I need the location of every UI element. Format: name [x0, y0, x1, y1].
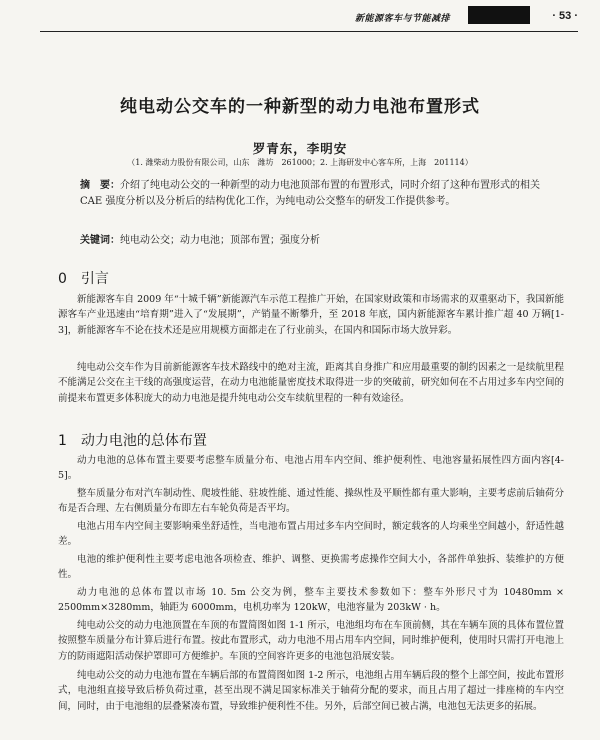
paragraph-layout-5: 动力电池的总体布置以市场 10. 5m 公交为例，整车主要技术参数如下：整车外形尺寸为 10480mm × 2500mm×3280mm，轴距为 6000mm，电机功率为 120kW，电池容量为 203kW · h。 [58, 586, 564, 614]
section-title: 引言 [80, 271, 109, 287]
section-number: 0 [58, 271, 67, 287]
abstract [80, 178, 560, 210]
header-rule [40, 31, 578, 32]
keywords-label: 关键词： [80, 235, 120, 246]
section-heading-layout [58, 430, 207, 450]
paragraph-layout-3: 电池占用车内空间主要影响乘坐舒适性，当电池布置占用过多车内空间时，额定载客的人均乘坐空间越小，舒适性越差。 [58, 520, 564, 548]
section-number: 1 [58, 433, 67, 449]
paper-title: 纯电动公交车的一种新型的动力电池布置形式 [120, 97, 480, 117]
abstract-text: 介绍了纯电动公交的一种新型的动力电池顶部布置的布置形式，同时介绍了这种布置形式的相关CAE 强度分析以及分析后的结构优化工作，为纯电动公交整车的研发工作提供参考。 [80, 180, 540, 207]
paragraph-layout-4: 电池的维护便利性主要考虑电池各项检查、维护、调整、更换需考虑操作空间大小，各部件单独拆、装维护的方便性。 [58, 553, 564, 581]
header-decoration-block [468, 6, 530, 24]
keywords-text: 纯电动公交；动力电池；顶部布置；强度分析 [120, 235, 320, 246]
author-list: 罗青东，李明安 [252, 141, 348, 156]
section-heading-intro [58, 268, 109, 288]
paragraph-intro-1: 新能源客车自 2009 年“十城千辆”新能源汽车示范工程推广开始，在国家财政策和市场需求的双重驱动下，我国新能源客车产业迅速由“培育期”进入了“发展期”，产销量不断攀升，至 2018 年底，国内新能源客车累计推广超 40 万辆[1-3]，新能源客车不论在技术还是应用规模方面都走在了行业前头，在国内和国际市场大放异彩。 [58, 293, 564, 337]
paragraph-layout-6: 纯电动公交的动力电池顶置在车顶的布置简图如图 1-1 所示，电池组均布在车顶前侧，其在车辆车顶的具体布置位置按照整车质量分布计算后进行布置。按此布置形式，动力电池不用占用车内空间，同时维护便利，使用时只需打开电池上方的防雨遮阳活动保护罩即可方便维护。车顶的空间容许更多的电池包沿展安装。 [58, 619, 564, 663]
running-header [0, 0, 600, 30]
page-number: · 53 · [552, 10, 578, 22]
paragraph-intro-2: 纯电动公交车作为目前新能源客车技术路线中的绝对主流，距离其自身推广和应用最重要的制约因素之一是续航里程不能满足公交在主干线的高强度运营，在动力电池能量密度技术取得进一步的突破前，研究如何在不占用过多车内空间的前提来布置更多体积庞大的动力电池是提升纯电动公交车续航里程的一种有效途径。 [58, 361, 564, 405]
paragraph-layout-1: 动力电池的总体布置主要要考虑整车质量分布、电池占用车内空间、维护便利性、电池容量拓展性四方面内容[4-5]。 [58, 454, 564, 482]
keywords [80, 234, 560, 248]
author-affiliation: （1. 潍柴动力股份有限公司，山东 潍坊 261000；2. 上海研发中心客车所，上海 201114） [127, 158, 473, 167]
paragraph-layout-7: 纯电动公交的动力电池布置在车辆后部的布置简图如图 1-2 所示，电池组占用车辆后段的整个上部空间，按此布置形式，电池组直接导致后桥负荷过重，甚至出现不满足国家标准关于轴荷分配的要求，而且占用了超过一排座椅的车内空间，同时，由于电池组的层叠紧凑布置，导致维护便利性不佳。另外，后部空间已被占满，电池包无法更多的拓展。 [58, 669, 564, 713]
paragraph-layout-2: 整车质量分布对汽车制动性、爬坡性能、驻坡性能、通过性能、操纵性及平顺性都有重大影响，主要考虑前后轴荷分布是否合理、左右侧质量分布即左右车轮负荷是否平均。 [58, 487, 564, 515]
journal-name: 新能源客车与节能减排 [354, 13, 450, 23]
section-title: 动力电池的总体布置 [80, 433, 207, 449]
abstract-label: 摘 要： [80, 180, 120, 191]
